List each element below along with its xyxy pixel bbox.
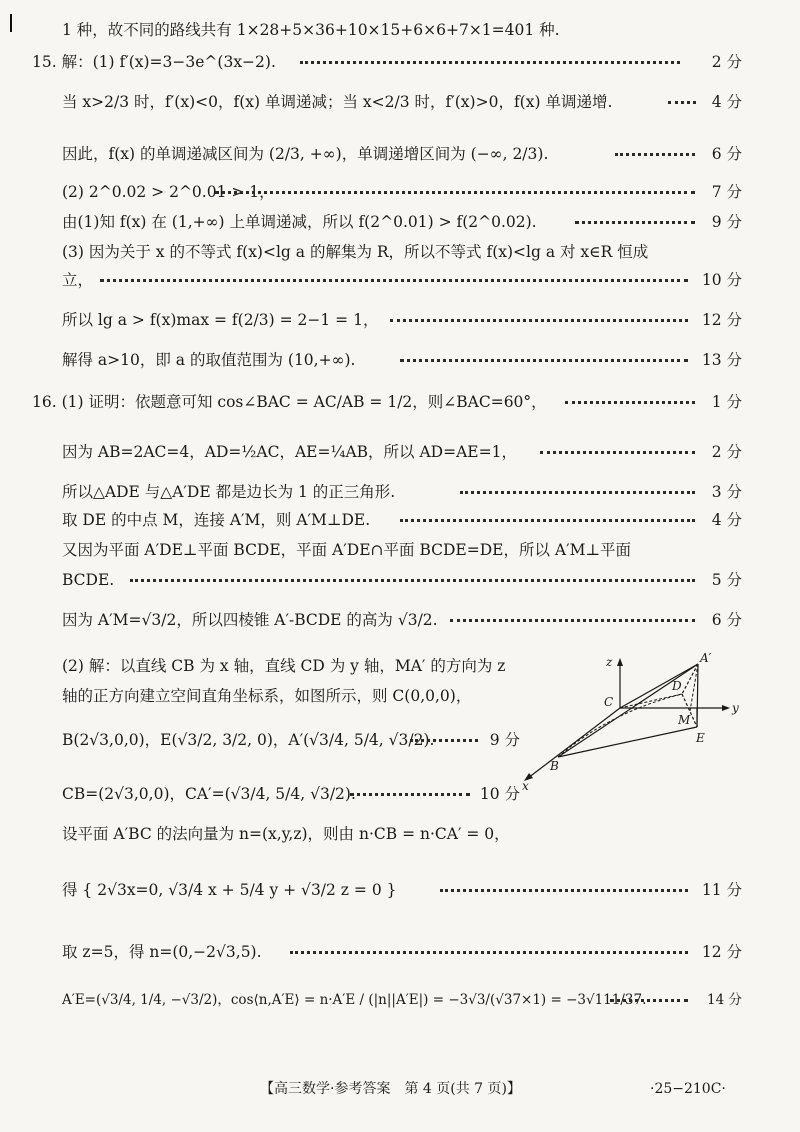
score: 2 分 xyxy=(711,53,742,71)
label-A-prime: A′ xyxy=(700,651,712,665)
line-text: A′E=(√3/4, 1/4, −√3/2)，cos⟨n,A′E⟩ = n·A′E / (|n||A′E|) = −3√3/(√37×1) = −3√111/37. xyxy=(62,992,647,1008)
label-D: D xyxy=(672,679,682,693)
score: 2 分 xyxy=(711,443,742,461)
score: 6 分 xyxy=(711,611,742,629)
line-text: (2) 解：以直线 CB 为 x 轴，直线 CD 为 y 轴，MA′ 的方向为 z xyxy=(62,657,506,675)
footer-page-info: 【高三数学·参考答案 第 4 页(共 7 页)】 xyxy=(260,1081,521,1097)
score: 7 分 xyxy=(711,183,742,201)
z-axis-arrow xyxy=(617,658,623,666)
line-text: 设平面 A′BC 的法向量为 n=(x,y,z)，则由 n·CB = n·CA′ = 0， xyxy=(62,825,510,843)
coordinate-figure xyxy=(520,650,770,795)
line-text: BCDE. xyxy=(62,571,115,589)
line-text: 解得 a>10，即 a 的取值范围为 (10,+∞). xyxy=(62,351,356,369)
label-y: y xyxy=(732,701,739,715)
score: 13 分 xyxy=(701,351,742,369)
leader-dots xyxy=(410,739,478,742)
line-text: 当 x>2/3 时，f′(x)<0，f(x) 单调递减；当 x<2/3 时，f′(x)>0，f(x) 单调递增. xyxy=(62,93,613,111)
label-C: C xyxy=(604,695,614,709)
edge-BE xyxy=(558,727,697,757)
line-text: 轴的正方向建立空间直角坐标系，如图所示，则 C(0,0,0)， xyxy=(62,687,472,705)
leader-dots xyxy=(615,153,695,156)
line-text: 又因为平面 A′DE⊥平面 BCDE，平面 A′DE∩平面 BCDE=DE，所以 A′M⊥平面 xyxy=(62,541,632,559)
footer-code: ·25−210C· xyxy=(650,1081,726,1097)
line-text: 因为 A′M=√3/2，所以四棱锥 A′-BCDE 的高为 √3/2. xyxy=(62,611,438,629)
line-text: CB=(2√3,0,0)，CA′=(√3/4, 5/4, √3/2). xyxy=(62,785,356,803)
score: 10 分 xyxy=(701,271,742,289)
line-text: (3) 因为关于 x 的不等式 f(x)<lg a 的解集为 R，所以不等式 f(x)<lg a 对 x∈R 恒成 xyxy=(62,243,649,261)
label-x: x xyxy=(522,779,529,793)
label-z: z xyxy=(606,655,613,669)
score: 6 分 xyxy=(711,145,742,163)
leader-dots xyxy=(450,619,695,622)
leader-dots xyxy=(565,401,695,404)
score: 9 分 xyxy=(489,731,520,749)
line-text: 1 种，故不同的路线共有 1×28+5×36+10×15+6×6+7×1=401 种. xyxy=(62,21,560,39)
line-text: 所以△ADE 与△A′DE 都是边长为 1 的正三角形. xyxy=(62,483,396,501)
line-text: 15. 解：(1) f′(x)=3−3e^(3x−2). xyxy=(32,53,276,71)
edge-CA xyxy=(620,664,698,708)
x-axis xyxy=(528,708,620,778)
line-text: 得 { 2√3x=0, √3/4 x + 5/4 y + √3/2 z = 0 } xyxy=(62,881,397,899)
score: 12 分 xyxy=(701,943,742,961)
line-text: 因为 AB=2AC=4，AD=½AC，AE=¼AB，所以 AD=AE=1， xyxy=(62,443,517,461)
line-text: B(2√3,0,0)，E(√3/2, 3/2, 0)，A′(√3/4, 5/4, √3/2). xyxy=(62,731,435,749)
line-text: 所以 lg a > f(x)max = f(2/3) = 2−1 = 1， xyxy=(62,311,379,329)
line-text: 立， xyxy=(62,271,94,289)
leader-dots xyxy=(575,221,695,224)
leader-dots xyxy=(440,889,688,892)
leader-dots xyxy=(460,491,695,494)
leader-dots xyxy=(290,951,688,954)
line-text: 因此，f(x) 的单调递减区间为 (2/3, +∞)，单调递增区间为 (−∞, 2/3). xyxy=(62,145,549,163)
y-axis-arrow xyxy=(722,705,730,711)
leader-dots xyxy=(540,451,695,454)
label-E: E xyxy=(696,731,705,745)
leader-dots xyxy=(130,579,695,582)
label-M: M xyxy=(678,713,691,727)
leader-dots xyxy=(390,319,688,322)
score: 1 分 xyxy=(711,393,742,411)
margin-mark xyxy=(10,14,12,32)
score: 14 分 xyxy=(707,992,742,1008)
line-text: 16. (1) 证明：依题意可知 cos∠BAC = AC/AB = 1/2，则∠BAC=60°， xyxy=(32,393,547,411)
line-text: (2) 2^0.02 > 2^0.01 > 1， xyxy=(62,183,275,201)
leader-dots xyxy=(668,101,696,104)
leader-dots xyxy=(610,999,688,1002)
edge-AE xyxy=(697,664,698,727)
leader-dots xyxy=(400,519,695,522)
score: 3 分 xyxy=(711,483,742,501)
leader-dots xyxy=(215,191,695,194)
score: 4 分 xyxy=(711,511,742,529)
score: 5 分 xyxy=(711,571,742,589)
line-text: 由(1)知 f(x) 在 (1,+∞) 上单调递减，所以 f(2^0.01) > f(2^0.02). xyxy=(62,213,537,231)
score: 12 分 xyxy=(701,311,742,329)
score: 10 分 xyxy=(479,785,520,803)
leader-dots xyxy=(400,359,688,362)
label-B: B xyxy=(550,759,559,773)
line-text: 取 DE 的中点 M，连接 A′M，则 A′M⊥DE. xyxy=(62,511,371,529)
leader-dots xyxy=(300,61,680,64)
line-text: 取 z=5，得 n=(0,−2√3,5). xyxy=(62,943,262,961)
score: 11 分 xyxy=(701,881,742,899)
edge-BA xyxy=(558,664,698,757)
score: 4 分 xyxy=(711,93,742,111)
leader-dots xyxy=(350,793,470,796)
leader-dots xyxy=(100,279,688,282)
score: 9 分 xyxy=(711,213,742,231)
